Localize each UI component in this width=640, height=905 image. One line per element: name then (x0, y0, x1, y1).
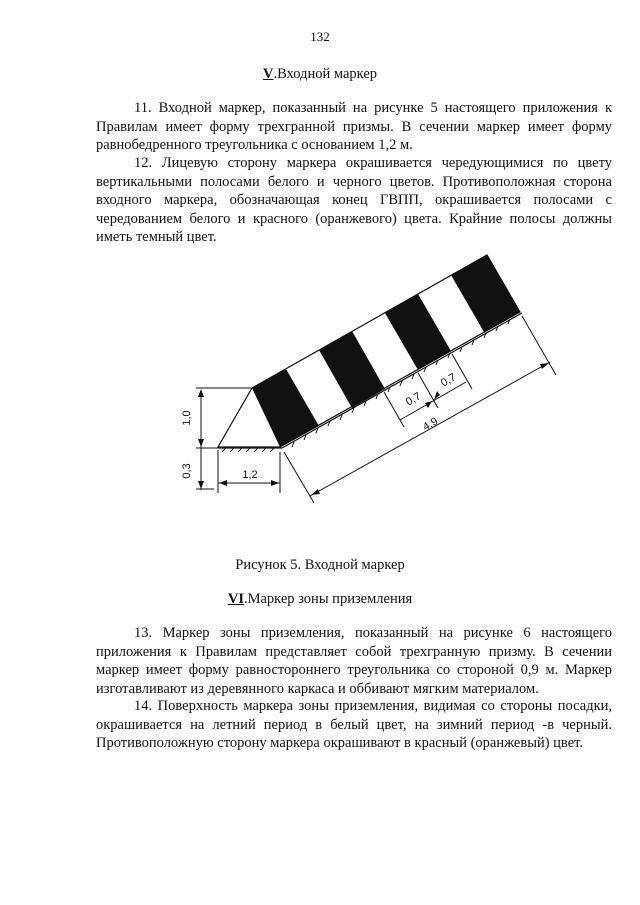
page-number: 132 (310, 29, 330, 44)
paragraph-11: 11. Входной маркер, показанный на рисунке 5 настоящего приложения к Правилам имеет форму трехгранной призмы. В сечении маркер имеет форму равнобедренного треугольника с основанием 1,2 м. (96, 100, 612, 153)
dimension-label-stripe-1: 0,7 (403, 390, 424, 409)
dimension-label-width: 1,2 (242, 469, 258, 481)
figure-caption: Рисунок 5. Входной маркер (235, 557, 405, 573)
section-title: .Входной маркер (273, 66, 378, 82)
dimension-label-height: 1,0 (181, 410, 193, 426)
section-title: .Маркер зоны приземления (243, 591, 413, 607)
section-roman-numeral: VI (227, 591, 244, 607)
dimension-label-stripe-2: 0,7 (438, 371, 459, 390)
paragraph-13: 13. Маркер зоны приземления, показанный на рисунке 6 настоящего приложения к Правилам представляет собой трехгранную призму. В сечении маркер имеет форму равностороннего треугольника со стороной 0,9 м. Маркер изготавливают из деревянного каркаса и оббивают мягким материалом. (96, 625, 612, 697)
dimension-label-length: 4,9 (420, 415, 441, 434)
section-heading-vi (0, 591, 640, 608)
paragraph-14: 14. Поверхность маркера зоны приземления, видимая со стороны посадки, окрашивается на летний период в белый цвет, на зимний период -в черный. Противоположную сторону маркера окрашивают в красный (оранжевый) цвет. (96, 698, 612, 751)
dimension-label-base-offset: 0,3 (181, 463, 193, 479)
section-roman-numeral: V (262, 66, 274, 82)
paragraph-12: 12. Лицевую сторону маркера окрашивается чередующимися по цвету вертикальными полосами белого и черного цветов. Противоположная сторона входного маркера, обозначающая конец ГВПП, окрашивается полосами с чередованием белого и красного (оранжевого) цвета. Крайние полосы должны иметь темный цвет. (96, 155, 612, 245)
stripe-dimension-arrows (425, 391, 440, 408)
